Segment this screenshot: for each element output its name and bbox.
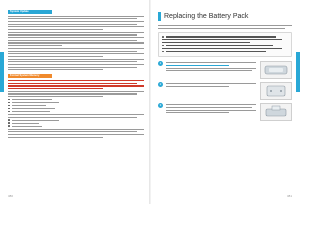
steps-list	[158, 61, 292, 121]
system-update-heading: System Update	[8, 10, 52, 14]
step-1	[158, 61, 292, 79]
right-side-tab	[296, 52, 300, 92]
left-side-tab	[0, 52, 4, 92]
right-page-number: 381	[286, 194, 292, 198]
left-page-number: 380	[8, 194, 14, 198]
page-title: Replacing the Battery Pack	[164, 13, 249, 20]
step-2-illustration	[260, 82, 292, 100]
step-1-illustration	[260, 61, 292, 79]
caution-box	[158, 32, 292, 57]
system-update-section	[8, 10, 144, 70]
step-2	[158, 82, 292, 100]
format-memory-section	[8, 74, 144, 137]
title-accent-bar	[158, 12, 161, 21]
step-number: 2	[159, 81, 162, 86]
format-memory-heading: Format System Memory	[8, 74, 52, 78]
step-number: 1	[159, 60, 162, 65]
right-page	[158, 12, 292, 124]
step-number: 3	[159, 102, 162, 107]
left-page	[8, 10, 144, 142]
page-gutter	[149, 0, 151, 204]
title-row	[158, 12, 292, 21]
step-3	[158, 103, 292, 121]
step-3-illustration	[260, 103, 292, 121]
